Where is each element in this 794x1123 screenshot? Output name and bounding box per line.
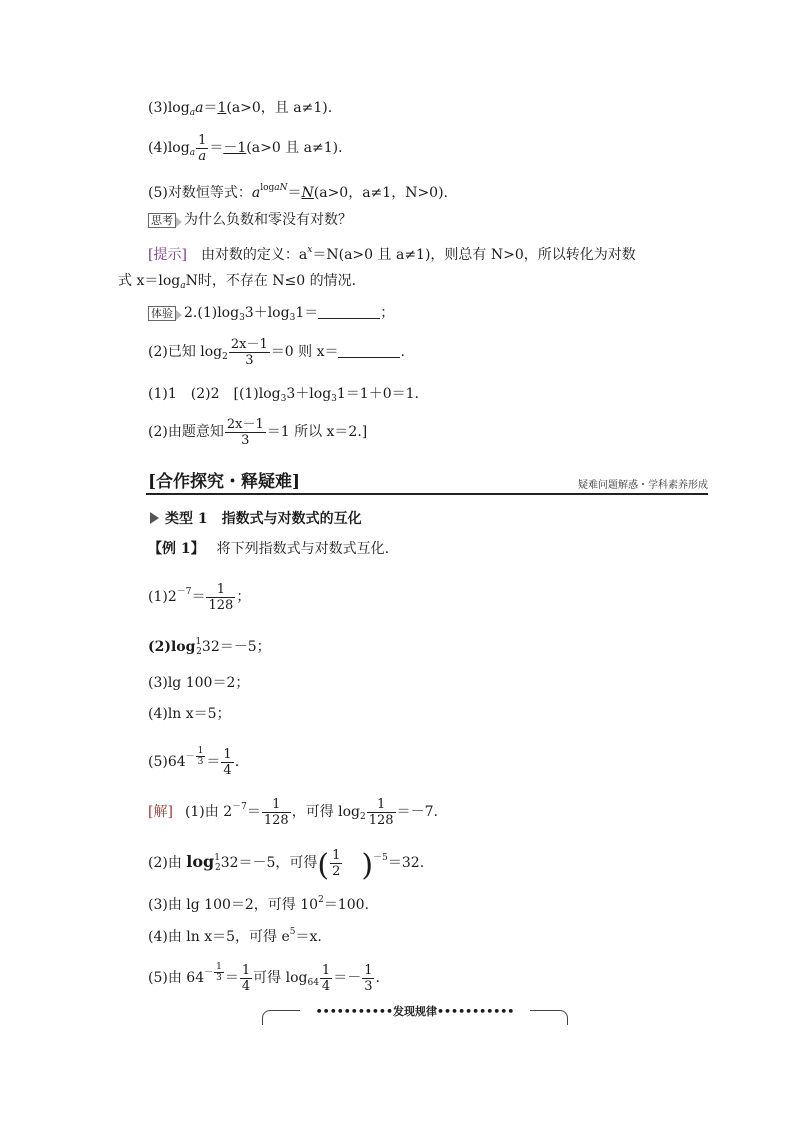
- sol-1-fraction-2: [367, 797, 396, 828]
- sol-3-a: (3)由 lg 100＝2，可得 10: [148, 897, 319, 913]
- sol-5-den-3: 3: [364, 978, 373, 994]
- ex-5-fraction: [221, 747, 233, 778]
- ex-5-sup-den: 3: [197, 757, 204, 767]
- item-3-prefix: (3)log: [148, 100, 190, 116]
- exp-q1-end: ；: [380, 305, 395, 321]
- exp-tag: 体验: [148, 306, 176, 321]
- sol-2-num: 1: [332, 847, 341, 863]
- sol-5-fraction-3: [362, 963, 374, 994]
- sol-2-log: log: [186, 852, 215, 871]
- sol-5-eq: ＝: [224, 970, 239, 986]
- sol-5-num-3: 1: [364, 962, 373, 978]
- sol-2-den: 2: [332, 863, 341, 879]
- hint-text-2a: 式 x＝log: [118, 273, 181, 289]
- left-paren-icon: (: [317, 848, 330, 883]
- item-4: [148, 130, 343, 171]
- section-subtitle: 疑难问题解惑・学科素养形成: [578, 480, 708, 491]
- exp-q2-num: 2x－1: [230, 336, 268, 352]
- hint-line-1: [148, 240, 636, 265]
- sol-1-den: 128: [263, 812, 289, 828]
- think-line: [148, 210, 352, 230]
- sol-1-base: 2: [360, 812, 366, 822]
- sol-1-eq: ＝: [246, 804, 261, 820]
- ex-1: [148, 572, 250, 617]
- item-4-num: 1: [198, 132, 207, 148]
- exp-q2-fraction: [229, 337, 270, 368]
- exp-q2: [148, 334, 405, 375]
- exp-q1-a: 2.(1)log: [184, 305, 240, 321]
- sol-2-c: ＝32.: [387, 855, 425, 871]
- exp-a2-num: 2x－1: [226, 416, 264, 432]
- exp-a1-base2: 3: [331, 394, 337, 404]
- sol-1-num: 1: [262, 797, 291, 813]
- sol-4-sup: 5: [289, 927, 296, 937]
- sol-5-sup-num: 1: [216, 962, 222, 972]
- sol-5-sup-minus: －: [204, 968, 214, 978]
- type-1-label: 类型 1 指数式与对数式的互化: [165, 511, 362, 527]
- item-3-cond: (a>0，且 a≠1).: [226, 100, 333, 116]
- hint-text-1b: ＝N(a>0 且 a≠1)，则总有 N>0，所以转化为对数: [312, 247, 636, 263]
- sol-label: [解]: [148, 804, 173, 820]
- item-4-answer: －1: [223, 140, 247, 156]
- sol-3: [148, 890, 369, 915]
- right-paren-icon: ): [361, 848, 374, 883]
- sol-1: [148, 787, 438, 837]
- ex-2-b: 32＝－5；: [201, 639, 271, 655]
- exp-q2-base: 2: [222, 352, 228, 362]
- exp-a1-c: 3＋log: [286, 386, 332, 402]
- sol-4-b: ＝x.: [295, 929, 322, 945]
- example-text: 将下列指数式与对数式互化.: [216, 541, 390, 557]
- ex-1-num: 1: [206, 582, 235, 598]
- think-question: 为什么负数和零没有对数？: [184, 212, 352, 228]
- item-3-arg: a: [195, 100, 204, 116]
- sol-5-b: 可得 log: [253, 970, 308, 986]
- sol-4-a: (4)由 ln x＝5，可得 e: [148, 929, 290, 945]
- ex-1-eq: ＝: [191, 589, 206, 605]
- sol-1-a: (1)由 2: [184, 804, 233, 820]
- sol-2-b: 32＝－5，可得: [220, 855, 318, 871]
- ex-1-end: ；: [236, 589, 251, 605]
- item-4-base: a: [189, 148, 196, 158]
- sol-5-den-2: 4: [321, 978, 331, 994]
- sol-1-b: ，可得 log: [291, 804, 361, 820]
- exp-q1-base2: 3: [289, 313, 296, 323]
- sol-5-sup-den: 3: [216, 973, 222, 983]
- exp-a2-b: ＝1 所以 x＝2.]: [266, 424, 368, 440]
- item-3-answer: 1: [217, 100, 227, 116]
- exp-q1-base1: 3: [239, 313, 245, 323]
- hint-line-2: [118, 271, 356, 296]
- item-4-cond: (a>0 且 a≠1).: [246, 140, 343, 156]
- item-5-cond: (a>0，a≠1，N>0).: [313, 185, 448, 201]
- hint-sup-x: x: [307, 245, 313, 255]
- ex-2-sub: 2: [196, 647, 202, 657]
- item-5: [148, 178, 448, 203]
- hint-text-2b: N时，不存在 N≤0 的情况.: [185, 273, 357, 289]
- ex-5-sup-fraction: [196, 746, 206, 767]
- ex-5-sup-minus: －: [185, 752, 195, 762]
- sol-2-fraction: [330, 848, 342, 879]
- ex-4: (4)ln x＝5；: [148, 706, 231, 722]
- item-3-base: a: [189, 108, 196, 118]
- hint-base: a: [180, 281, 186, 291]
- item-5-answer: N: [301, 185, 314, 201]
- ex-2-sup: 1: [195, 637, 202, 647]
- exp-a2-fraction: [225, 417, 266, 448]
- play-triangle-icon: [150, 512, 159, 524]
- item-5-sup-log: log: [260, 183, 275, 193]
- ex-5-eq: ＝: [206, 754, 221, 770]
- ex-1-sup: －7: [176, 587, 192, 597]
- section-heading: [146, 465, 708, 495]
- sol-2-sub: 2: [214, 863, 221, 873]
- item-4-eq: ＝: [209, 140, 224, 156]
- item-5-prefix: (5)对数恒等式：: [148, 185, 252, 201]
- exp-a1-e: 1＝1＋0＝1.: [336, 386, 419, 402]
- sol-1-den-2: 128: [368, 812, 394, 828]
- think-tag: 思考: [148, 213, 176, 228]
- sol-5-end: .: [375, 970, 380, 986]
- ex-1-den: 128: [208, 597, 234, 613]
- exp-q1-e: 1＝: [295, 305, 319, 321]
- sol-5-num-2: 1: [321, 962, 331, 978]
- sol-5: [148, 953, 380, 1003]
- item-4-prefix: (4)log: [148, 140, 190, 156]
- item-4-fraction: [196, 133, 208, 164]
- sol-5-num: 1: [241, 962, 251, 978]
- item-5-eq: ＝: [287, 185, 302, 201]
- sol-1-c: ＝－7.: [396, 804, 438, 820]
- exp-a1-base1: 3: [280, 394, 287, 404]
- sol-2-sup: 1: [214, 853, 220, 863]
- sol-5-a: (5)由 64: [148, 970, 205, 986]
- hint-text-1: 由对数的定义：a: [200, 247, 308, 263]
- sol-2-sup-2: －5: [373, 853, 388, 863]
- ex-5: [148, 737, 239, 782]
- sol-1-fraction: [262, 797, 291, 828]
- sol-4: [148, 922, 322, 947]
- section-title: [合作探究・释疑难]: [148, 472, 301, 492]
- sol-5-fraction: [240, 963, 252, 994]
- exp-q2-a: (2)已知 log: [148, 344, 223, 360]
- exp-q2-blank[interactable]: [338, 344, 400, 358]
- sol-1-num-2: 1: [367, 797, 396, 813]
- exp-q2-b: ＝0 则 x＝: [270, 344, 339, 360]
- ex-5-a: (5)64: [148, 754, 186, 770]
- sol-3-sup: 2: [318, 895, 324, 905]
- item-5-sup-base: a: [274, 183, 280, 193]
- footer-label: •••••••••••发现规律•••••••••••: [300, 1003, 530, 1019]
- type-1-heading: [150, 509, 362, 529]
- sol-2-a: (2)由: [148, 855, 187, 871]
- example-1: [148, 539, 389, 559]
- item-4-den: a: [198, 148, 207, 164]
- exp-a2-den: 3: [241, 432, 250, 448]
- exp-a1-a: (1)1 (2)2 [(1)log: [148, 386, 281, 402]
- ex-5-den: 4: [223, 762, 232, 778]
- sol-2: [148, 838, 424, 888]
- exp-a2-a: (2)由题意知: [148, 424, 224, 440]
- example-label: 【例 1】: [148, 541, 205, 557]
- ex-3: (3)lg 100＝2；: [148, 675, 250, 691]
- ex-5-num: 1: [223, 746, 232, 762]
- ex-2-a: (2)log: [148, 639, 196, 655]
- exp-q2-den: 3: [245, 352, 254, 368]
- ex-5-sup-num: 1: [197, 746, 204, 756]
- item-5-sup-n: N: [279, 183, 288, 193]
- item-3: [148, 98, 332, 123]
- exp-a2: [148, 414, 367, 450]
- exp-q1-c: 3＋log: [244, 305, 290, 321]
- hint-label: [提示]: [148, 247, 187, 263]
- sol-3-b: ＝100.: [323, 897, 369, 913]
- sol-5-sup-fraction: [214, 962, 224, 983]
- sol-1-sup: －7: [232, 802, 247, 812]
- ex-1-a: (1)2: [148, 589, 177, 605]
- item-3-eq: ＝: [203, 100, 218, 116]
- sol-5-fraction-2: [320, 963, 332, 994]
- exp-q1: [148, 303, 394, 328]
- ex-2: [148, 632, 271, 662]
- exp-q2-end: .: [400, 344, 405, 360]
- ex-5-end: .: [234, 754, 240, 770]
- sol-5-den: 4: [241, 978, 251, 994]
- sol-5-c: ＝－: [333, 970, 362, 986]
- sol-5-base: 64: [307, 978, 319, 988]
- exp-q1-blank[interactable]: [318, 305, 380, 319]
- item-5-base-a: a: [251, 185, 261, 201]
- exp-a1: [148, 384, 419, 409]
- ex-1-fraction: [206, 582, 235, 613]
